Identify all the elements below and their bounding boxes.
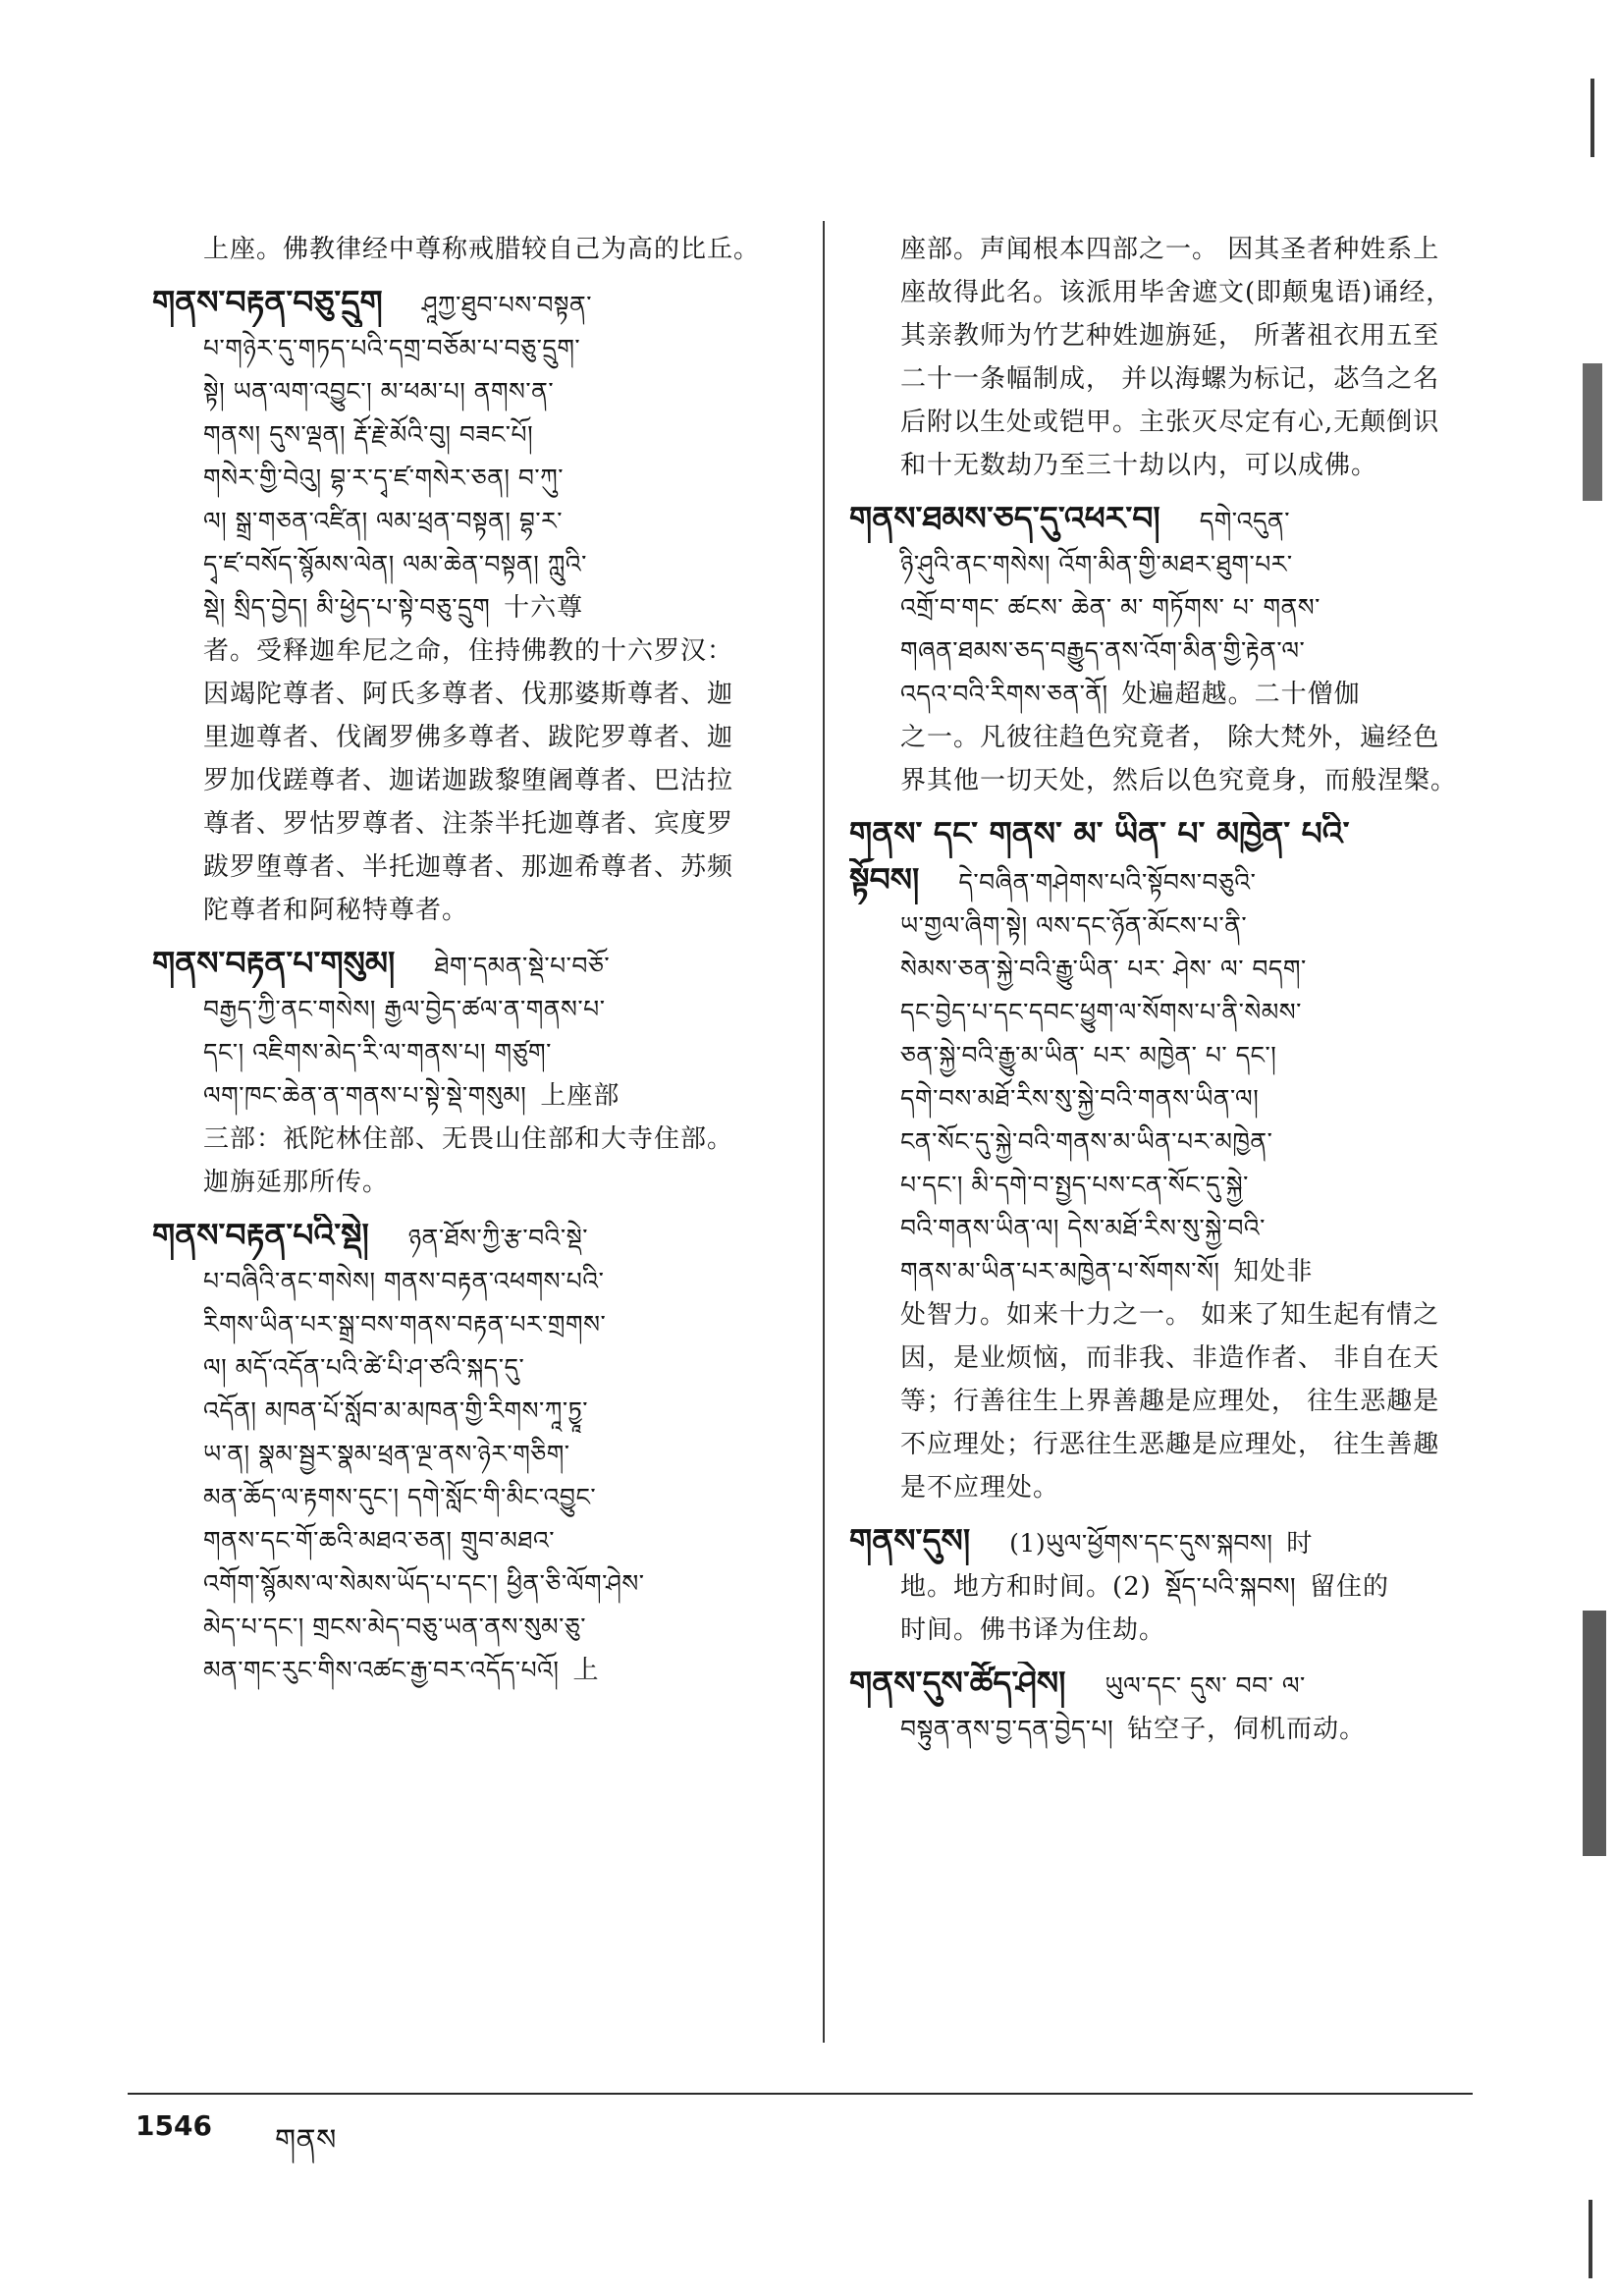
entry-line <box>849 759 1478 802</box>
chinese-text: 上座。佛教律经中尊称戒腊较自己为高的比丘。 <box>203 235 761 264</box>
right-column <box>849 228 1478 1761</box>
entry-line <box>849 858 1478 904</box>
tibetan-text: དྭ་ཛ་བསོད་སྙོམས་ལེན། ལམ་ཆེན་བསྟན། ཀླུའི་ <box>203 550 587 578</box>
chinese-text: 陀尊者和阿秘特尊者。 <box>203 896 469 925</box>
dictionary-entry <box>152 942 790 1204</box>
entry-line <box>152 1390 790 1433</box>
entry-line <box>849 586 1478 629</box>
chinese-text: 因竭陀尊者、阿氏多尊者、伐那婆斯尊者、迦 <box>203 680 734 709</box>
headword: གནས་བརྟན་པའི་སྡེ། <box>152 1216 369 1254</box>
entry-line <box>849 357 1478 401</box>
headword: གནས་དུས་ཚོད་ཤེས། <box>849 1664 1066 1702</box>
entry-line <box>849 991 1478 1034</box>
chinese-text: 跋罗堕尊者、半托迦尊者、那迦希尊者、苏频 <box>203 852 734 882</box>
tibetan-text: བརྒྱད་ཀྱི་ནང་གསེས། རྒྱལ་བྱེད་ཚལ་ན་གནས་པ་ <box>203 995 606 1023</box>
entry-line <box>152 457 790 500</box>
entry-line <box>152 802 790 846</box>
entry-line <box>849 1380 1478 1423</box>
entry-line <box>152 281 790 327</box>
tibetan-text: ལ། མདོ་འདོན་པའི་ཚེ་པི་ཤ་ཙའི་སྐད་དུ་ <box>203 1353 525 1382</box>
headword: གནས་ དང་ གནས་ མ་ ཡིན་ པ་ མཁྱེན་ པའི་ <box>849 814 1350 852</box>
footer-rule <box>128 2093 1473 2095</box>
dictionary-entry <box>152 228 790 271</box>
entry-line <box>152 673 790 716</box>
tibetan-text: དེ་བཞིན་གཤེགས་པའི་སྟོབས་བཅུའི་ <box>958 868 1257 897</box>
chinese-text: 知处非 <box>1233 1257 1314 1286</box>
chinese-text: 其亲教师为竹艺种姓迦旃延， 所著祖衣用五至 <box>900 321 1440 351</box>
entry-line <box>849 1662 1478 1708</box>
chinese-text: 留住的 <box>1310 1572 1390 1602</box>
entry-line <box>152 327 790 370</box>
entry-line <box>152 228 790 271</box>
tibetan-text: བསྟུན་ནས་བྱ་དན་བྱེད་པ། <box>900 1715 1114 1743</box>
entry-line <box>152 1606 790 1649</box>
headword: གནས་ཐམས་ཅད་དུ་འཕར་བ། <box>849 499 1160 537</box>
tibetan-text: གཞན་ཐམས་ཅད་བརྒྱུད་ནས་འོག་མིན་གྱི་རྟེན་ལ་ <box>900 636 1306 665</box>
entry-line <box>849 1708 1478 1751</box>
dictionary-entry <box>849 812 1478 1509</box>
entry-line <box>849 1337 1478 1380</box>
chinese-text: 尊者、罗怙罗尊者、注荼半托迦尊者、宾度罗 <box>203 809 734 839</box>
chinese-text: 上座部 <box>540 1081 620 1111</box>
entry-line <box>849 629 1478 673</box>
running-head: གནས <box>275 2123 337 2158</box>
entry-line <box>849 1293 1478 1337</box>
entry-line <box>849 1466 1478 1509</box>
entry-line <box>849 1121 1478 1164</box>
entry-line <box>849 497 1478 543</box>
entry-line <box>152 1031 790 1074</box>
chinese-text: 因，是业烦恼，而非我、非造作者、 非自在天 <box>900 1343 1440 1373</box>
entry-line <box>152 1346 790 1390</box>
tibetan-text: མན་གང་རུང་གིས་འཚང་རྒྱ་བར་འདོད་པའོ། <box>203 1656 560 1684</box>
chinese-text: 钻空子，伺机而动。 <box>1127 1715 1367 1744</box>
chinese-text: 二十一条幅制成， 并以海螺为标记，苾刍之名 <box>900 364 1440 394</box>
tibetan-text: སྡོད་པའི་སྐབས། <box>1164 1572 1297 1601</box>
page-number: 1546 <box>135 2109 212 2142</box>
entry-line <box>849 401 1478 444</box>
tibetan-text: པ་གཉེར་དུ་གཏད་པའི་དགྲ་བཅོམ་པ་བཅུ་དྲུག་ <box>203 334 581 362</box>
tibetan-text: ངན་སོང་དུ་སྐྱེ་བའི་གནས་མ་ཡིན་པར་མཁྱེན་ <box>900 1127 1273 1156</box>
entry-line <box>152 846 790 889</box>
entry-line <box>849 1250 1478 1293</box>
dictionary-entry <box>152 1214 790 1692</box>
entry-line <box>152 543 790 586</box>
tibetan-text: དགེ་བས་མཐོ་རིས་སུ་སྐྱེ་བའི་གནས་ཡིན་ལ། <box>900 1084 1260 1113</box>
chinese-text: 处遍超越。二十僧伽 <box>1121 680 1361 709</box>
tibetan-text: ཐེག་དམན་སྡེ་པ་བཅོ་ <box>434 952 611 980</box>
entry-line <box>152 988 790 1031</box>
entry-line <box>152 1161 790 1204</box>
entry-line <box>152 500 790 543</box>
scan-edge-mark <box>1583 1611 1606 1856</box>
tibetan-text: ཡུལ་དང་ དུས་ བབ་ ལ་ <box>1105 1671 1306 1700</box>
entry-line <box>152 1649 790 1692</box>
headword: སྟོབས། <box>849 860 920 899</box>
chinese-text: 者。受释迦牟尼之命，住持佛教的十六罗汉： <box>203 636 734 666</box>
tibetan-text: འདའ་བའི་རིགས་ཅན་ནོ། <box>900 680 1108 708</box>
tibetan-text: སེམས་ཅན་སྐྱེ་བའི་རྒྱུ་ཡིན་ པར་ ཤེས་ ལ་ བདག་ <box>900 955 1307 983</box>
chinese-text: 不应理处；行恶往生恶趣是应理处， 往生善趣 <box>900 1430 1440 1459</box>
tibetan-text: གནས་མ་ཡིན་པར་མཁྱེན་པ་སོགས་སོ། <box>900 1257 1220 1285</box>
entry-line <box>849 271 1478 314</box>
chinese-text: 后附以生处或铠甲。主张灭尽定有心,无颠倒识 <box>900 408 1440 437</box>
tibetan-text: བའི་གནས་ཡིན་ལ། དེས་མཐོ་རིས་སུ་སྐྱེ་བའི་ <box>900 1214 1266 1242</box>
dictionary-entry <box>849 497 1478 802</box>
entry-line <box>152 1260 790 1303</box>
tibetan-text: ལག་ཁང་ཆེན་ན་གནས་པ་སྟེ་སྡེ་གསུམ། <box>203 1081 527 1110</box>
entry-line <box>849 228 1478 271</box>
tibetan-text: པ་དང་། མི་དགེ་བ་སྤྱད་པས་ངན་སོང་དུ་སྐྱེ་ <box>900 1171 1249 1199</box>
tibetan-text: སྡེ། སྲིད་བྱེད། མི་ཕྱེད་པ་སྟེ་བཅུ་དྲུག <box>203 593 491 622</box>
tibetan-text: ཡ་ན། སྣམ་སྦྱར་སྣམ་ཕྲན་ལྔ་ནས་ཉེར་གཅིག་ <box>203 1440 570 1468</box>
entry-line <box>152 586 790 629</box>
entry-line <box>849 1565 1478 1609</box>
tibetan-text: འདོན། མཁན་པོ་སློབ་མ་མཁན་གྱི་རིགས་ཀཱ་ཏྱཱ་ <box>203 1396 589 1425</box>
entry-line <box>849 673 1478 716</box>
entry-line <box>849 1519 1478 1565</box>
chinese-text: 界其他一切天处，然后以色究竟身，而般涅槃。 <box>900 766 1458 795</box>
tibetan-text: ཤཱཀྱ་ཐུབ་པས་བསྟན་ <box>421 291 592 319</box>
chinese-text: 时间。佛书译为住劫。 <box>900 1615 1166 1645</box>
tibetan-text: དང་བྱེད་པ་དང་དབང་ཕྱུག་ལ་སོགས་པ་ནི་སེམས་ <box>900 998 1302 1026</box>
chinese-text: 三部：祇陀林住部、无畏山住部和大寺住部。 <box>203 1124 734 1154</box>
chinese-text: 里迦尊者、伐阇罗佛多尊者、跋陀罗尊者、迦 <box>203 723 734 752</box>
tibetan-text: གནས། དུས་ལྡན། རྡོ་རྗེ་མོའི་བུ། བཟང་པོ། <box>203 420 534 449</box>
entry-line <box>849 1077 1478 1121</box>
entry-line <box>849 444 1478 487</box>
tibetan-text: (1)ཡུལ་ཕྱོགས་དང་དུས་སྐབས། <box>1009 1529 1273 1558</box>
entry-line <box>849 904 1478 948</box>
entry-line <box>152 1074 790 1118</box>
chinese-text: 地。地方和时间。(2) <box>900 1572 1152 1602</box>
tibetan-text: དགེ་འདུན་ <box>1199 507 1290 535</box>
tibetan-text: སྟེ། ཡན་ལག་འབྱུང་། མ་ཕམ་པ། ནགས་ན་ <box>203 377 555 406</box>
entry-line <box>152 1433 790 1476</box>
dictionary-entry <box>849 228 1478 487</box>
chinese-text: 时 <box>1286 1529 1314 1558</box>
chinese-text: 和十无数劫乃至三十劫以内，可以成佛。 <box>900 451 1378 480</box>
tibetan-text: རིགས་ཡིན་པར་སྒྲ་བས་གནས་བརྟན་པར་གྲགས་ <box>203 1310 607 1339</box>
headword: གནས་དུས། <box>849 1521 971 1559</box>
entry-line <box>152 1214 790 1260</box>
entry-line <box>152 1118 790 1161</box>
chinese-text: 之一。凡彼往趋色究竟者， 除大梵外，遍经色 <box>900 723 1440 752</box>
left-column <box>152 228 790 1702</box>
tibetan-text: ལ། སྒྲ་གཅན་འཛིན། ལམ་ཕྲན་བསྟན། བྷ་ར་ <box>203 507 563 535</box>
entry-line <box>849 948 1478 991</box>
entry-line <box>152 1562 790 1606</box>
entry-line <box>152 889 790 932</box>
tibetan-text: གསེར་གྱི་བེའུ། བྷ་ར་དྭ་ཛ་གསེར་ཅན། བ་ཀུ་ <box>203 464 564 492</box>
scan-edge-mark <box>1583 363 1602 501</box>
entry-line <box>152 759 790 802</box>
chinese-text: 是不应理处。 <box>900 1473 1060 1503</box>
tibetan-text: འགོག་སྙོམས་ལ་སེམས་ཡོད་པ་དང་། ཕྱིན་ཅི་ལོག་ཤེས་ <box>203 1569 645 1598</box>
headword: གནས་བརྟན་པ་གསུམ། <box>152 944 396 982</box>
entry-line <box>849 314 1478 357</box>
tibetan-text: མན་ཆོད་ལ་རྟགས་དུང་། དགེ་སློང་གི་མིང་འབྱུང་ <box>203 1483 597 1511</box>
entry-line <box>849 543 1478 586</box>
entry-line <box>152 1303 790 1346</box>
entry-line <box>849 1164 1478 1207</box>
tibetan-text: ཅན་སྐྱེ་བའི་རྒྱུ་མ་ཡིན་ པར་ མཁྱེན་ པ་ དང་། <box>900 1041 1277 1069</box>
entry-line <box>849 1207 1478 1250</box>
chinese-text: 座故得此名。该派用毕舍遮文(即颠鬼语)诵经， <box>900 278 1453 307</box>
chinese-text: 座部。声闻根本四部之一。 因其圣者种姓系上 <box>900 235 1440 264</box>
dictionary-entry <box>849 1519 1478 1652</box>
chinese-text: 罗加伐蹉尊者、迦诺迦跋黎堕阇尊者、巴沽拉 <box>203 766 734 795</box>
tibetan-text: ཉན་ཐོས་ཀྱི་རྩ་བའི་སྡེ་ <box>407 1224 589 1252</box>
entry-line <box>849 716 1478 759</box>
entry-line <box>152 716 790 759</box>
entry-line <box>849 1423 1478 1466</box>
chinese-text: 等；行善往生上界善趣是应理处， 往生恶趣是 <box>900 1387 1440 1416</box>
tibetan-text: ཡ་གྱལ་ཞིག་སྟེ། ལས་དང་ཉོན་མོངས་པ་ནི་ <box>900 911 1248 940</box>
entry-line <box>152 629 790 673</box>
entry-line <box>152 413 790 457</box>
scan-edge-mark <box>1589 2200 1592 2278</box>
dictionary-entry <box>152 281 790 932</box>
tibetan-text: གནས་དང་གོ་ཆའི་མཐའ་ཅན། གྲུབ་མཐའ་ <box>203 1526 555 1555</box>
entry-line <box>849 1609 1478 1652</box>
tibetan-text: མེད་པ་དང་། གྲངས་མེད་བཅུ་ཡན་ནས་སུམ་ཅུ་ <box>203 1613 586 1641</box>
entry-line <box>849 812 1478 858</box>
chinese-text: 上 <box>572 1656 600 1685</box>
tibetan-text: པ་བཞིའི་ནང་གསེས། གནས་བརྟན་འཕགས་པའི་ <box>203 1267 605 1295</box>
entry-line <box>152 1519 790 1562</box>
headword: གནས་བརྟན་བཅུ་དྲུག <box>152 283 383 321</box>
entry-line <box>152 942 790 988</box>
entry-line <box>152 370 790 413</box>
scan-edge-mark <box>1590 79 1594 157</box>
column-divider <box>823 221 825 2043</box>
entry-line <box>152 1476 790 1519</box>
tibetan-text: ཉི་ཤུའི་ནང་གསེས། འོག་མིན་གྱི་མཐར་ཐུག་པར་ <box>900 550 1293 578</box>
chinese-text: 十六尊 <box>504 593 584 623</box>
dictionary-entry <box>849 1662 1478 1751</box>
chinese-text: 迦旃延那所传。 <box>203 1168 390 1197</box>
chinese-text: 处智力。如来十力之一。 如来了知生起有情之 <box>900 1300 1440 1330</box>
tibetan-text: དང་། འཇིགས་མེད་རི་ལ་གནས་པ། གཙུག་ <box>203 1038 552 1066</box>
entry-line <box>849 1034 1478 1077</box>
tibetan-text: འགྲོ་བ་གང་ ཚངས་ ཆེན་ མ་ གཏོགས་ པ་ གནས་ <box>900 593 1321 622</box>
